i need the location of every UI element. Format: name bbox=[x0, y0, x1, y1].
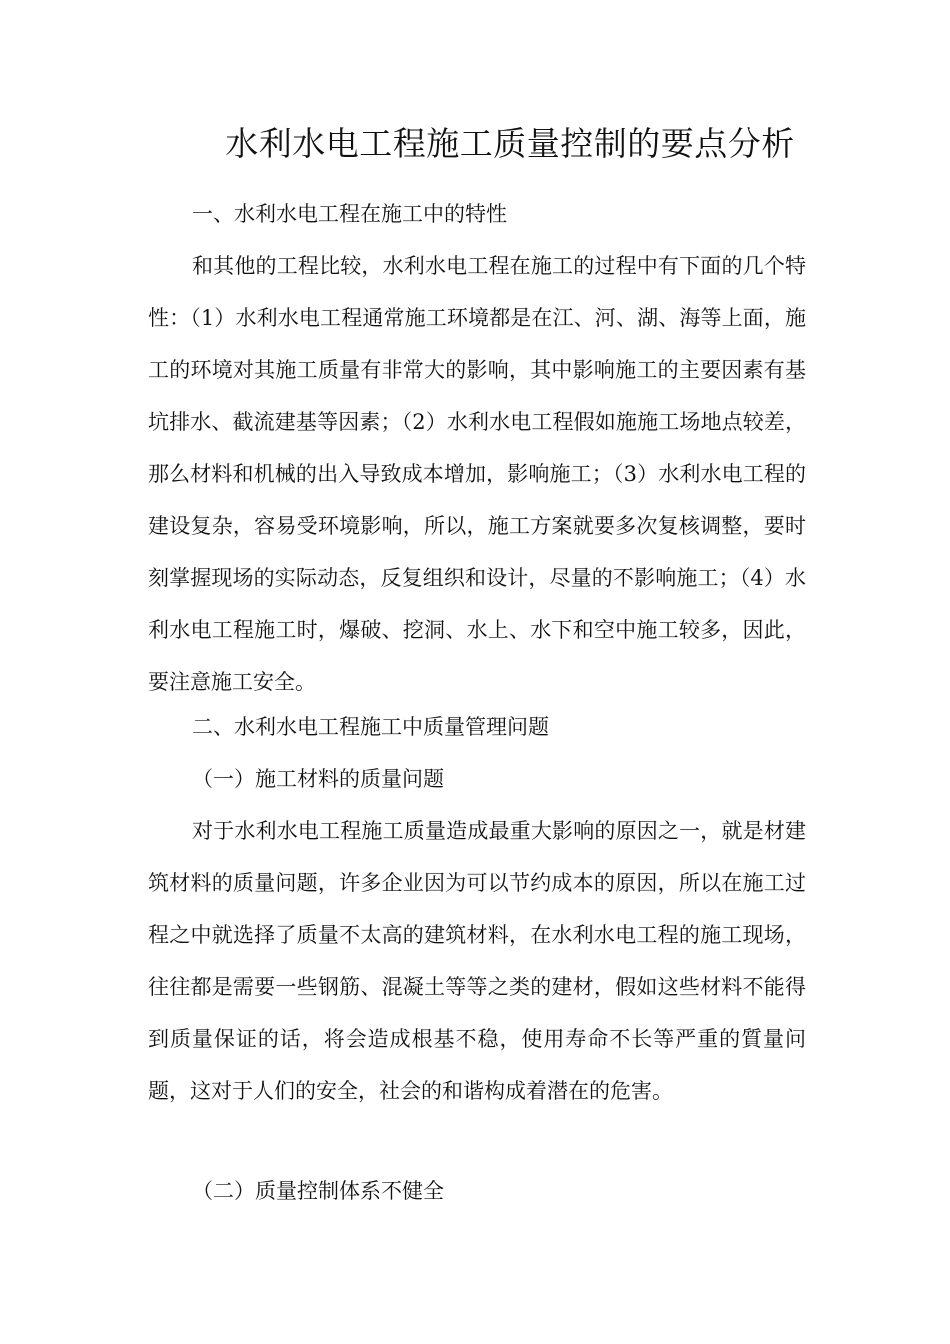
section-2-heading: 二、水利水电工程施工中质量管理问题 bbox=[192, 715, 549, 739]
subsection-2-heading: （二）质量控制体系不健全 bbox=[192, 1179, 444, 1203]
section-1-paragraph: 和其他的工程比较，水利水电工程在施工的过程中有下面的几个特性：（1）水利水电工程通常施工环境都是在江、河、湖、海等上面，施工的环境对其施工质量有非常大的影响，其中影响施工的主要因素有基坑排水、截流建基等因素；（2）水利水电工程假如施施工场地点较差，那么材料和机械的出入导致成本增加，影响施工；（3）水利水电工程的建设复杂，容易受环境影响，所以，施工方案就要多次复核调整，要时刻掌握现场的实际动态，反复组织和设计，尽量的不影响施工；（4）水利水电工程施工时，爆破、挖洞、水上、水下和空中施工较多，因此，要注意施工安全。 bbox=[148, 254, 806, 694]
subsection-1-paragraph: 对于水利水电工程施工质量造成最重大影响的原因之一，就是材建筑材料的质量问题，许多企业因为可以节约成本的原因，所以在施工过程之中就选择了质量不太高的建筑材料，在水利水电工程的施工现场，往往都是需要一些钢筋、混凝土等等之类的建材，假如这些材料不能得到质量保证的话，将会造成根基不稳，使用寿命不长等严重的質量问题，这对于人们的安全，社会的和谐构成着潜在的危害。 bbox=[148, 819, 806, 1103]
document-title: 水利水电工程施工质量控制的要点分析 bbox=[225, 124, 795, 163]
section-1-heading: 一、水利水电工程在施工中的特性 bbox=[192, 202, 507, 226]
subsection-1-heading: （一）施工材料的质量问题 bbox=[192, 767, 444, 791]
